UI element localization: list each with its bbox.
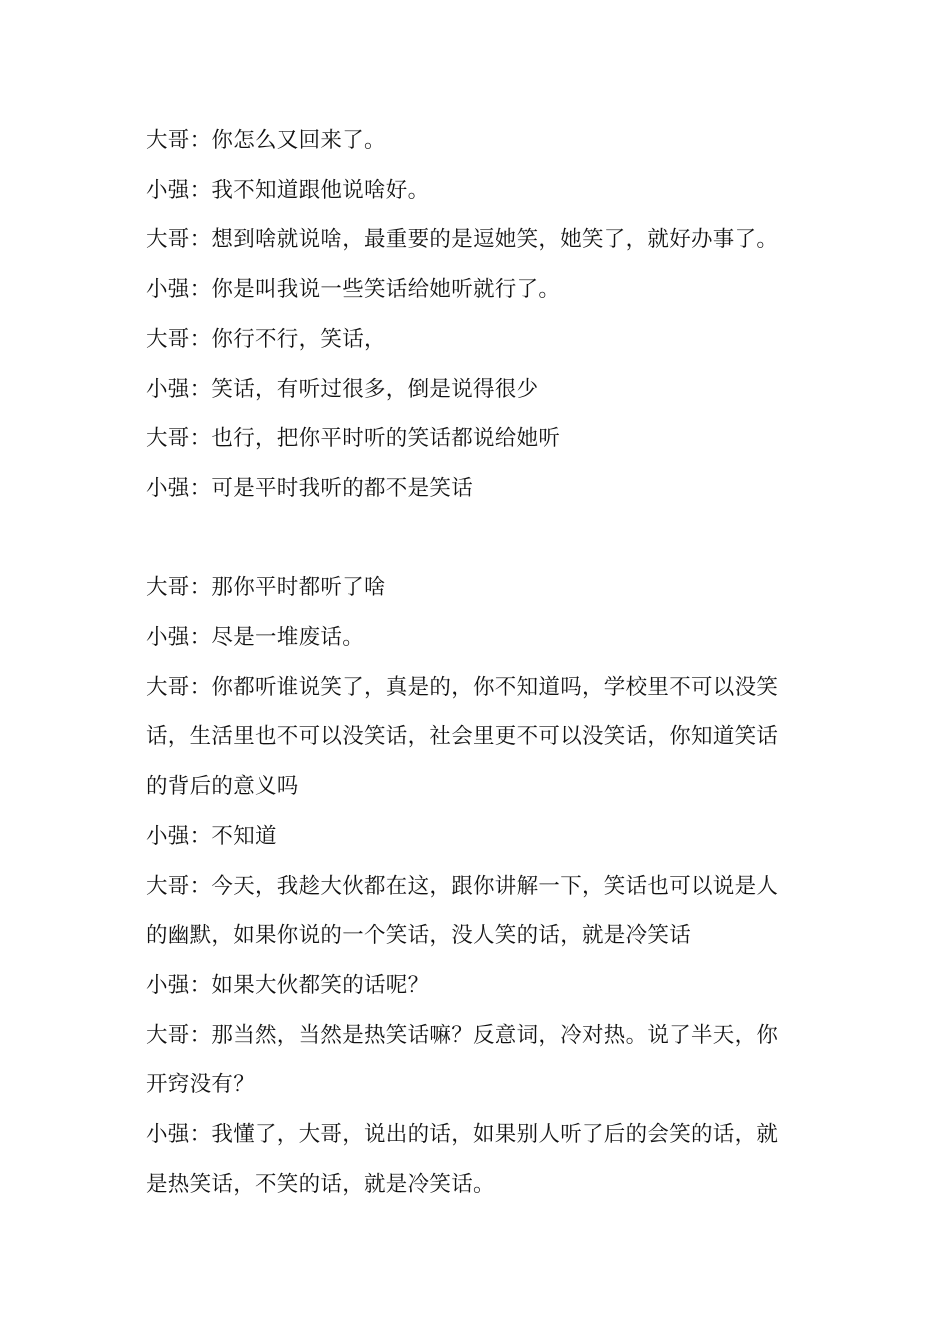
dialogue-line: 大哥：也行，把你平时听的笑话都说给她听 [146, 426, 561, 452]
dialogue-line: 小强：不知道 [146, 823, 277, 849]
dialogue-line: 大哥：你都听谁说笑了，真是的，你不知道吗，学校里不可以没笑话，生活里也不可以没笑话，社会里更不可以没笑话，你知道笑话的背后的意义吗 [146, 674, 779, 800]
dialogue-body [146, 116, 796, 1209]
dialogue-line: 大哥：今天，我趁大伙都在这，跟你讲解一下，笑话也可以说是人的幽默，如果你说的一个笑话，没人笑的话，就是冷笑话 [146, 873, 779, 949]
dialogue-line: 大哥：你怎么又回来了。 [146, 128, 386, 153]
dialogue-line: 小强：尽是一堆废话。 [146, 625, 365, 651]
paragraph-gap [146, 514, 796, 564]
dialogue-line: 大哥：那你平时都听了啥 [146, 575, 386, 601]
dialogue-line: 小强：笑话，有听过很多，倒是说得很少 [146, 376, 539, 402]
dialogue-line: 大哥：你行不行，笑话， [146, 326, 386, 352]
dialogue-line: 大哥：那当然，当然是热笑话嘛？反意词，冷对热。说了半天，你开窍没有？ [146, 1022, 779, 1098]
dialogue-line: 小强：我懂了，大哥，说出的话，如果别人听了后的会笑的话，就是热笑话，不笑的话，就是冷笑话。 [146, 1122, 779, 1197]
dialogue-line: 大哥：想到啥就说啥，最重要的是逗她笑，她笑了，就好办事了。 [146, 227, 779, 253]
dialogue-line: 小强：可是平时我听的都不是笑话 [146, 475, 474, 501]
dialogue-line: 小强：如果大伙都笑的话呢？ [146, 972, 430, 998]
dialogue-line: 小强：你是叫我说一些笑话给她听就行了。 [146, 277, 561, 303]
dialogue-line: 小强：我不知道跟他说啥好。 [146, 177, 430, 203]
